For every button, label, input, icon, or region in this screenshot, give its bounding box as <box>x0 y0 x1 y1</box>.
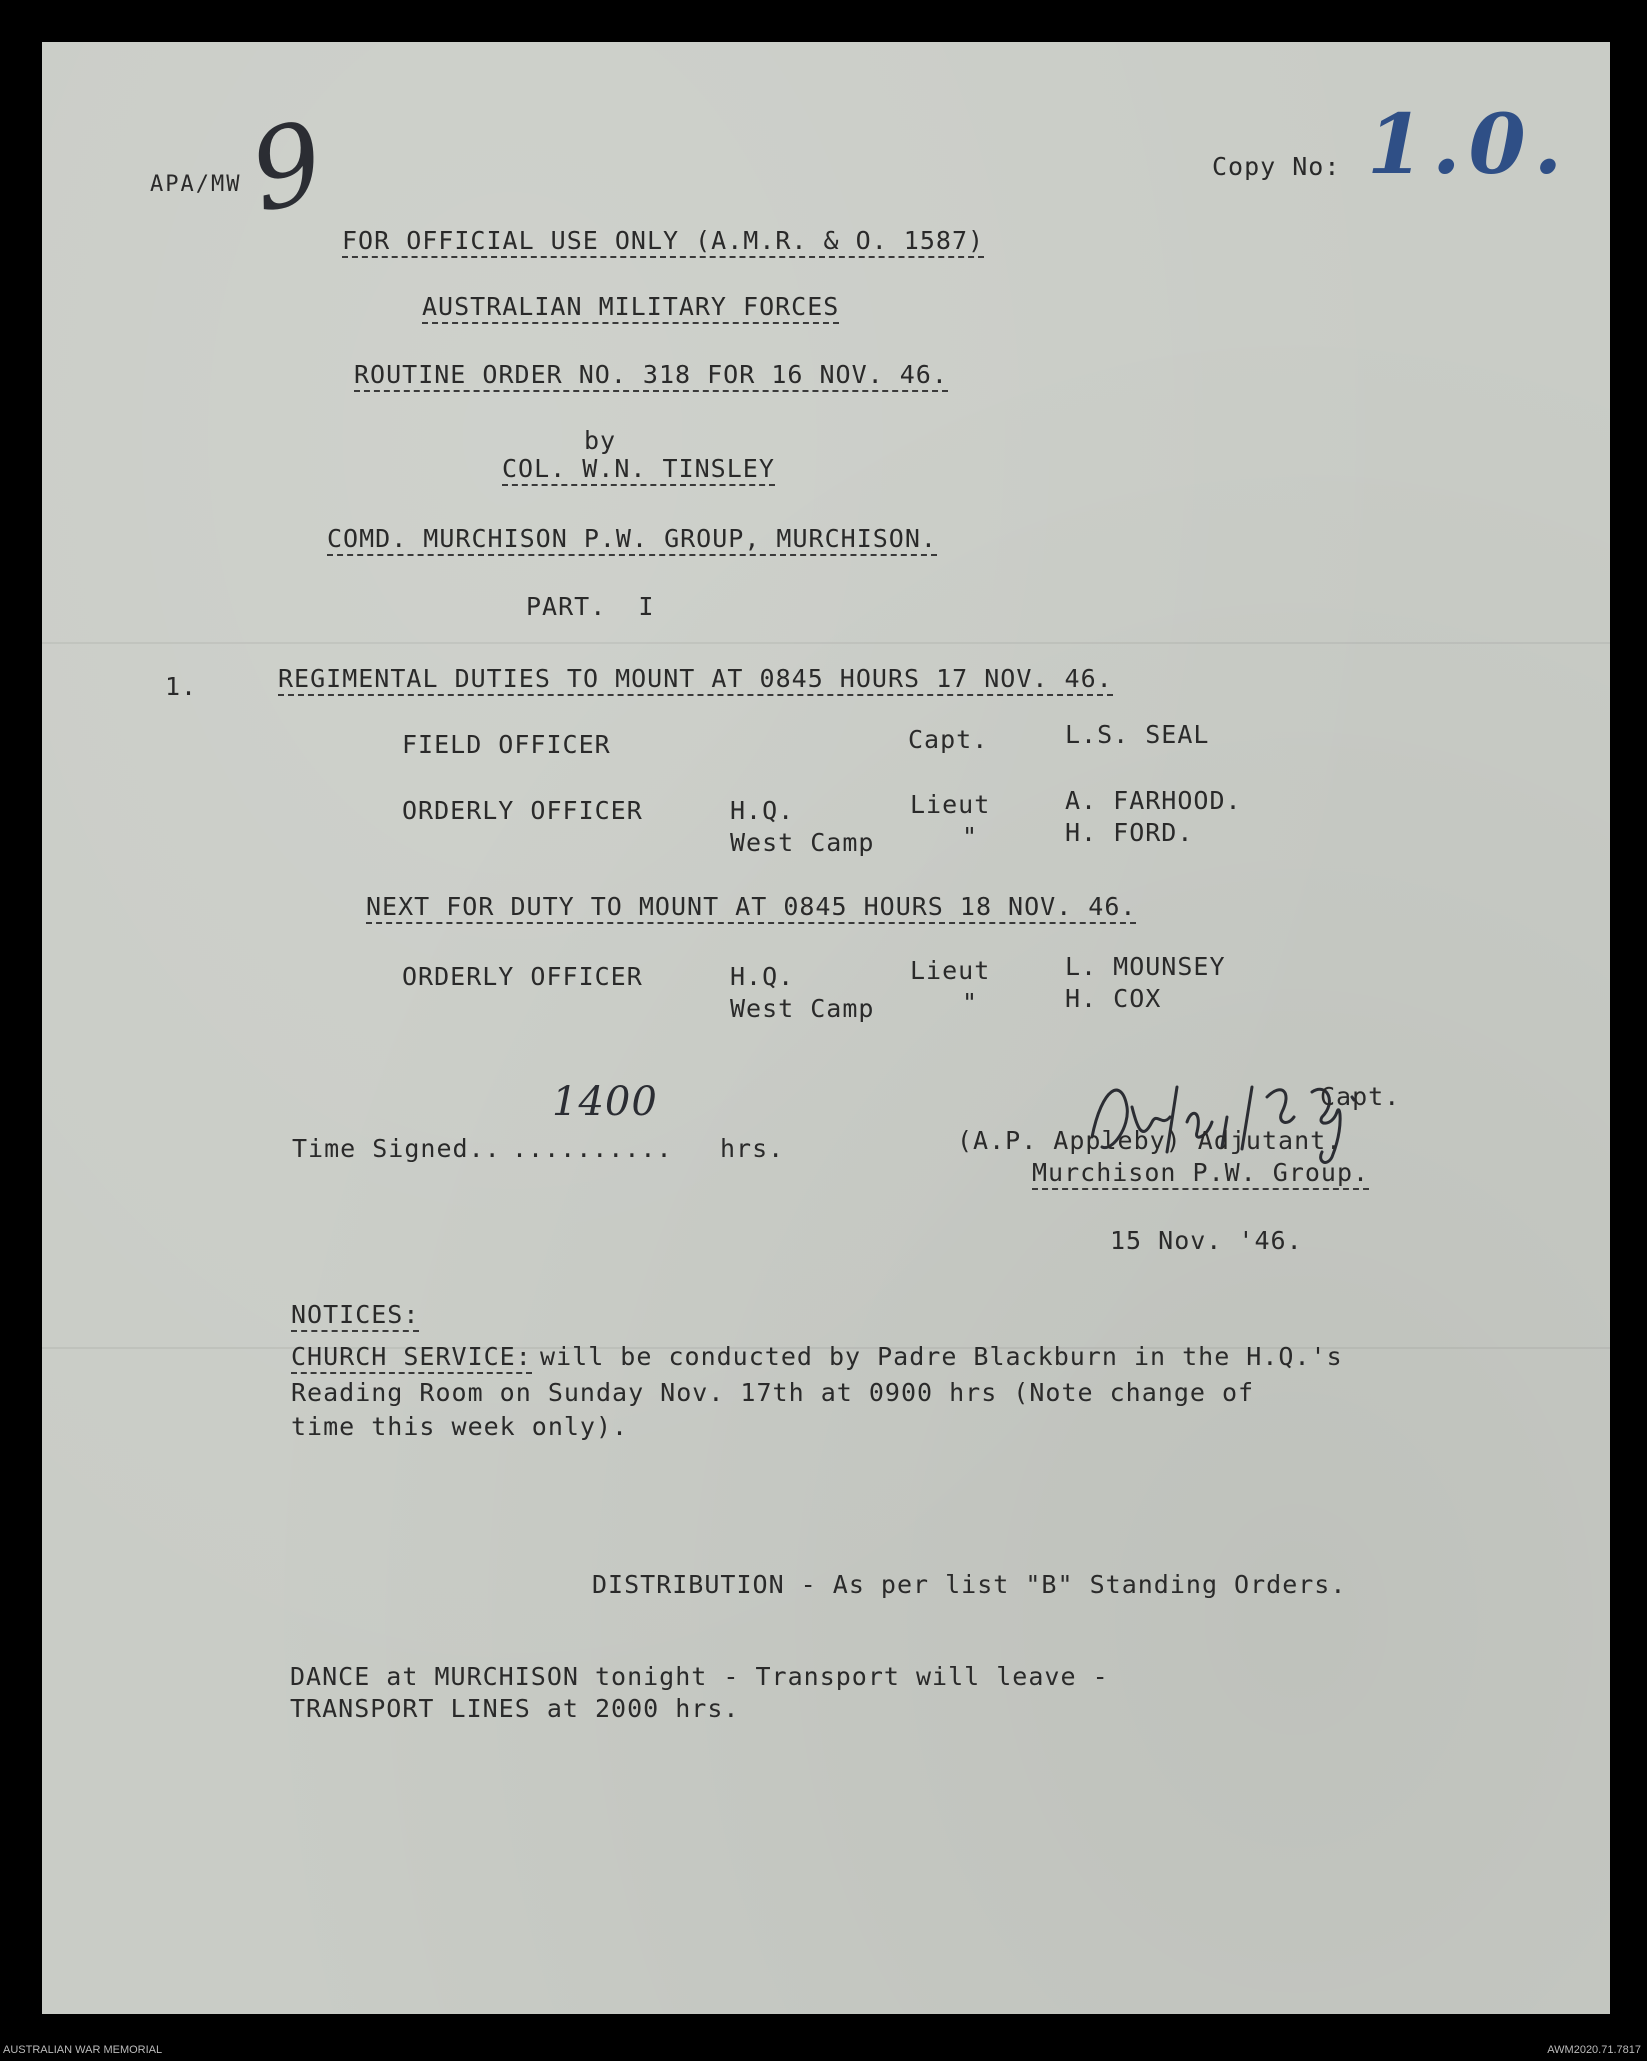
copy-number-label: Copy No: <box>1212 152 1341 181</box>
duty-role: FIELD OFFICER <box>402 730 611 759</box>
duty-location: West Camp <box>730 828 875 857</box>
duty-role: ORDERLY OFFICER <box>402 796 643 825</box>
document-page <box>42 42 1610 2014</box>
duty-location: H.Q. <box>730 796 795 825</box>
time-signed-handwritten: 1400 <box>552 1079 658 1125</box>
duty-rank: " <box>962 988 979 1017</box>
duty-location: West Camp <box>730 994 875 1023</box>
duty-officer-name: A. FARHOOD. <box>1065 786 1242 815</box>
church-service-label: CHURCH SERVICE: <box>291 1344 532 1374</box>
section-number: 1. <box>165 672 198 701</box>
by-line: by <box>584 426 617 455</box>
time-signed-suffix: hrs. <box>720 1134 785 1163</box>
duty-location: H.Q. <box>730 962 795 991</box>
time-signed-dots: .......... <box>512 1134 673 1163</box>
distribution-line: DISTRIBUTION - As per list "B" Standing Orders. <box>592 1570 1347 1599</box>
organisation-heading: AUSTRALIAN MILITARY FORCES <box>422 294 839 324</box>
file-reference: APA/MW <box>150 172 242 197</box>
duty-rank: Lieut <box>910 956 991 985</box>
duty-officer-name: H. COX <box>1065 984 1162 1013</box>
next-duty-heading: NEXT FOR DUTY TO MOUNT AT 0845 HOURS 18 NOV. 46. <box>366 894 1136 924</box>
routine-order-heading: ROUTINE ORDER NO. 318 FOR 16 NOV. 46. <box>354 362 948 392</box>
dance-notice: TRANSPORT LINES at 2000 hrs. <box>290 1694 740 1723</box>
archive-credit: AUSTRALIAN WAR MEMORIAL <box>3 2044 163 2056</box>
duty-rank: Capt. <box>908 725 989 754</box>
church-service-text: will be conducted by Padre Blackburn in the H.Q.'s <box>524 1342 1343 1371</box>
copy-number-value: 1.0. <box>1367 97 1571 193</box>
duty-role: ORDERLY OFFICER <box>402 962 643 991</box>
signer-name: (A.P. Appleby) Adjutant. <box>957 1126 1343 1155</box>
command-heading: COMD. MURCHISON P.W. GROUP, MURCHISON. <box>327 526 937 556</box>
notices-heading: NOTICES: <box>291 1302 419 1332</box>
archive-accession-number: AWM2020.71.7817 <box>1547 2044 1641 2056</box>
church-service-text: time this week only). <box>291 1412 629 1441</box>
signer-unit: Murchison P.W. Group. <box>1032 1160 1369 1190</box>
time-signed-label: Time Signed.. <box>292 1134 501 1163</box>
duty-officer-name: H. FORD. <box>1065 818 1194 847</box>
part-heading: PART. I <box>526 592 655 621</box>
duty-rank: Lieut <box>910 790 991 819</box>
duty-officer-name: L.S. SEAL <box>1065 720 1210 749</box>
duty-rank: " <box>962 822 979 851</box>
commander-name: COL. W.N. TINSLEY <box>502 456 775 486</box>
church-service-text: Reading Room on Sunday Nov. 17th at 0900 hrs (Note change of <box>291 1378 1255 1407</box>
dance-notice: DANCE at MURCHISON tonight - Transport will leave - <box>290 1662 1109 1691</box>
paper-fold <box>42 642 1610 644</box>
signature-date: 15 Nov. '46. <box>1110 1226 1303 1255</box>
classification-heading: FOR OFFICIAL USE ONLY (A.M.R. & O. 1587) <box>342 228 984 258</box>
duty-officer-name: L. MOUNSEY <box>1065 952 1226 981</box>
file-reference-handwritten: 9 <box>239 97 336 237</box>
signer-rank: Capt. <box>1320 1082 1401 1111</box>
duties-heading: REGIMENTAL DUTIES TO MOUNT AT 0845 HOURS 17 NOV. 46. <box>278 666 1113 696</box>
